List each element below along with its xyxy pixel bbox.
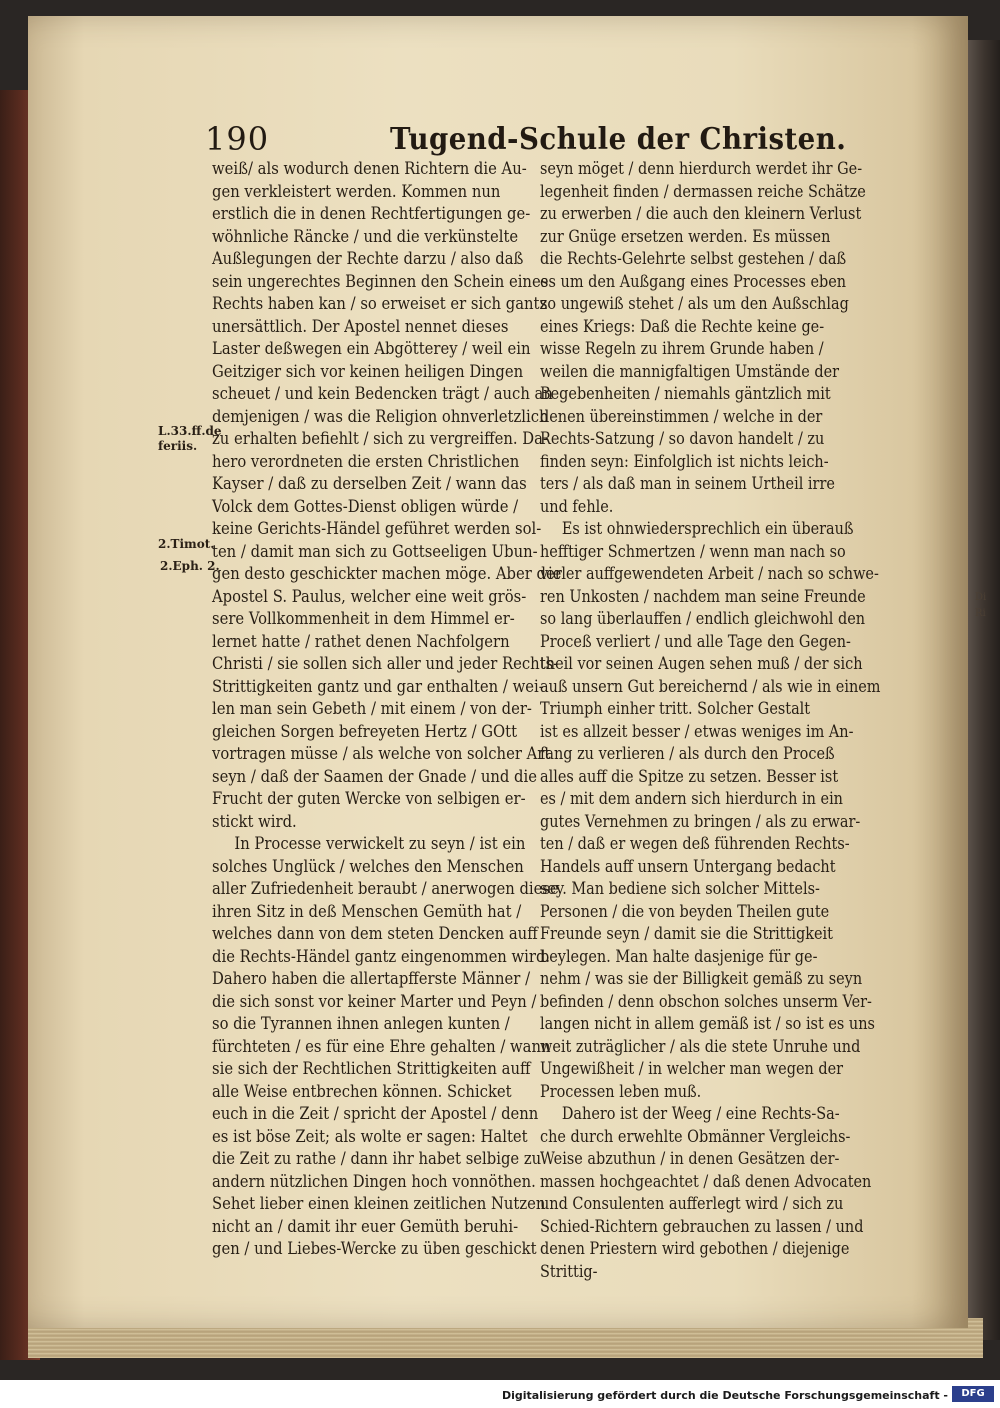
text-line: und Consulenten aufferlegt wird / sich zu [540,1194,844,1214]
text-line: scheuet / und kein Bedencken trägt / auch an [212,384,553,404]
margin-note-citation: 2.Eph. 2. [160,559,220,573]
text-line: die Rechts-Gelehrte selbst gestehen / daß [540,249,847,269]
text-line: fürchteten / es für eine Ehre gehalten / wann [212,1036,551,1057]
text-line: es / mit dem andern sich hierdurch in ein [540,789,843,809]
text-line: Proceß verliert / und alle Tage den Gegen- [540,631,851,652]
text-line: Triumph einher tritt. Solcher Gestalt [540,699,811,719]
text-line: Apostel S. Paulus, welcher eine weit grös- [212,586,527,607]
text-line: langen nicht in allem gemäß ist / so ist es uns [540,1014,875,1034]
funding-notice: Digitalisierung gefördert durch die Deutsche Forschungsgemeinschaft - [501,1389,948,1402]
text-line: stickt wird. [212,811,297,832]
text-line: Volck dem Gottes-Dienst obligen würde / [212,496,519,517]
text-line: len man sein Gebeth / mit einem / von der- [212,699,532,719]
text-line: ist es allzeit besser / etwas weniges im An- [540,721,854,742]
text-line: In Processe verwickelt zu seyn / ist ein [234,834,526,854]
text-line: sein ungerechtes Beginnen den Schein eines [212,271,549,292]
text-line: gleichen Sorgen befreyeten Hertz / GOtt [212,721,518,742]
text-line: ten / daß er wegen deß führenden Rechts- [540,834,850,854]
text-line: erstlich die in denen Rechtfertigungen ge- [212,204,531,224]
margin-note-line: feriis. [158,439,198,453]
text-line: eines Kriegs: Daß die Rechte keine ge- [540,316,825,337]
text-line: Christi / sie sollen sich aller und jeder Rechts- [212,654,559,674]
text-line: nehm / was sie der Billigkeit gemäß zu seyn [540,969,863,989]
text-line: denen übereinstimmen / welche in der [540,406,823,427]
text-line: zur Gnüge ersetzen werden. Es müssen [540,226,831,247]
text-line: befinden / denn obschon solches unserm Ver- [540,991,872,1012]
facing-page-text [975,590,1000,630]
text-line: wöhnliche Räncke / und die verkünstelte [212,226,519,247]
margin-note-line: L.33.ff.de [158,424,222,438]
text-line: weiß/ als wodurch denen Richtern die Au- [212,159,527,179]
text-line: so lang überlauffen / endlich gleichwohl den [540,609,866,629]
margin-note-citation [158,424,222,454]
text-line: seyn / daß der Saamen der Gnade / und die [212,766,537,787]
text-line: Geitziger sich vor keinen heiligen Dingen [212,361,524,382]
text-line: es ist böse Zeit; als wolte er sagen: Haltet [212,1126,528,1147]
text-line: die Rechts-Händel gantz eingenommen wird. [212,946,551,967]
text-line: keine Gerichts-Händel geführet werden sol- [212,519,542,539]
text-line: Rechts-Satzung / so davon handelt / zu [540,429,825,449]
text-line: hero verordneten die ersten Christlichen [212,451,520,472]
text-line: auß unsern Gut bereichernd / als wie in einem [540,676,881,697]
text-line: Frucht der guten Wercke von selbigen er- [212,789,526,809]
text-line: fang zu verlieren / als durch den Proceß [540,744,835,764]
text-line: Ungewißheit / in welcher man wegen der [540,1059,844,1079]
text-line: Es ist ohnwiedersprechlich ein überauß [561,519,854,539]
text-line: Dahero haben die allertapfferste Männer / [212,969,531,989]
text-line: es um den Außgang eines Processes eben [540,271,847,292]
left-text-column [212,158,562,1261]
text-line: gen desto geschickter machen möge. Aber der [212,564,562,584]
text-line: sie sich der Rechtlichen Strittigkeiten auff [212,1059,531,1079]
text-line: aller Zufriedenheit beraubt / anerwogen diese [212,879,559,899]
text-line: Außlegungen der Rechte darzu / also daß [212,249,524,269]
text-line: gutes Vernehmen zu bringen / als zu erwar- [540,811,861,832]
dfg-logo: DFG [952,1386,994,1402]
right-text-column [540,158,881,1283]
text-line: demjenigen / was die Religion ohnverletzlich [212,406,549,427]
text-line: welches dann von dem steten Dencken auff [212,924,538,944]
text-line: und fehle. [540,496,614,517]
text-line: wisse Regeln zu ihrem Grunde haben / [540,339,824,359]
facing-page-text-line: Ri [975,608,986,619]
text-line: alles auff die Spitze zu setzen. Besser ist [540,766,839,787]
text-line: ters / als daß man in seinem Urtheil irre [540,474,835,494]
text-line: solches Unglück / welches den Menschen [212,856,524,877]
text-line: massen hochgeachtet / daß denen Advocaten [540,1171,872,1192]
text-line: lernet hatte / rathet denen Nachfolgern [212,631,510,652]
text-line: weit zuträglicher / als die stete Unruhe und [540,1036,861,1057]
text-line: unersättlich. Der Apostel nennet dieses [212,316,509,337]
text-line: theil vor seinen Augen sehen muß / der sich [540,654,863,674]
text-line: so ungewiß stehet / als um den Außschlag [540,294,849,314]
text-line: Rechts haben kan / so erweiset er sich gantz [212,294,548,314]
text-line: euch in die Zeit / spricht der Apostel / denn [212,1104,539,1124]
text-line: ren Unkosten / nachdem man seine Freunde [540,586,866,607]
text-line: seyn möget / denn hierdurch werdet ihr Ge- [540,159,863,179]
text-line: Processen leben muß. [540,1081,702,1102]
text-line: denen Priestern wird gebothen / diejenige [540,1239,850,1259]
text-line: weilen die mannigfaltigen Umstände der [540,361,840,382]
text-line: gen / und Liebes-Wercke zu üben geschickt [212,1239,537,1259]
text-line: sey. Man bediene sich solcher Mittels- [540,879,820,899]
text-line: zu erhalten befiehlt / sich zu vergreiffen. Da- [212,429,548,449]
text-line: Sehet lieber einen kleinen zeitlichen Nutzen [212,1194,546,1214]
margin-note-citation: 2.Timot. [158,537,215,551]
text-line: gen verkleistert werden. Kommen nun [212,181,501,202]
text-line: nicht an / damit ihr euer Gemüth beruhi- [212,1216,519,1237]
text-line: Laster deßwegen ein Abgötterey / weil ein [212,339,531,359]
text-line: Begebenheiten / niemahls gäntzlich mit [540,384,831,404]
text-line: beylegen. Man halte dasjenige für ge- [540,946,818,967]
text-line: vortragen müsse / als welche von solcher Art [212,744,551,764]
text-line: die sich sonst vor keiner Marter und Peyn / [212,991,537,1012]
facing-page-text-line: Di [975,592,987,603]
text-line: die Zeit zu rathe / dann ihr habet selbige zu [212,1149,542,1169]
page-number: 190 [205,120,270,158]
running-head: Tugend-Schule der Christen. [390,122,847,157]
text-line: so die Tyrannen ihnen anlegen kunten / [212,1014,510,1034]
text-line: Kayser / daß zu derselben Zeit / wann das [212,474,527,494]
text-line: Freunde seyn / damit sie die Strittigkeit [540,924,833,944]
text-line: Personen / die von beyden Theilen gute [540,901,830,922]
text-line: sere Vollkommenheit in dem Himmel er- [212,609,515,629]
text-line: Dahero ist der Weeg / eine Rechts-Sa- [561,1104,840,1124]
text-line: finden seyn: Einfolglich ist nichts leich- [540,451,829,472]
text-line: ten / damit man sich zu Gottseeligen Ubun- [212,541,538,562]
text-line: legenheit finden / dermassen reiche Schätze [540,181,866,202]
text-line: Weise abzuthun / in denen Gesätzen der- [540,1149,840,1169]
text-line: Strittig- [540,1261,598,1282]
text-line: che durch erwehlte Obmänner Vergleichs- [540,1126,851,1147]
text-line: zu erwerben / die auch den kleinern Verlust [540,204,862,224]
text-line: ihren Sitz in deß Menschen Gemüth hat / [212,901,522,922]
text-line: alle Weise entbrechen können. Schicket [212,1081,512,1102]
text-line: andern nützlichen Dingen hoch vonnöthen. [212,1171,536,1192]
text-line: Strittigkeiten gantz und gar enthalten / wei- [212,676,544,697]
text-line: vieler auffgewendeten Arbeit / nach so schwe- [540,564,879,584]
text-line: Handels auff unsern Untergang bedacht [540,856,836,877]
text-line: Schied-Richtern gebrauchen zu lassen / und [540,1216,864,1237]
text-line: hefftiger Schmertzen / wenn man nach so [540,541,846,562]
